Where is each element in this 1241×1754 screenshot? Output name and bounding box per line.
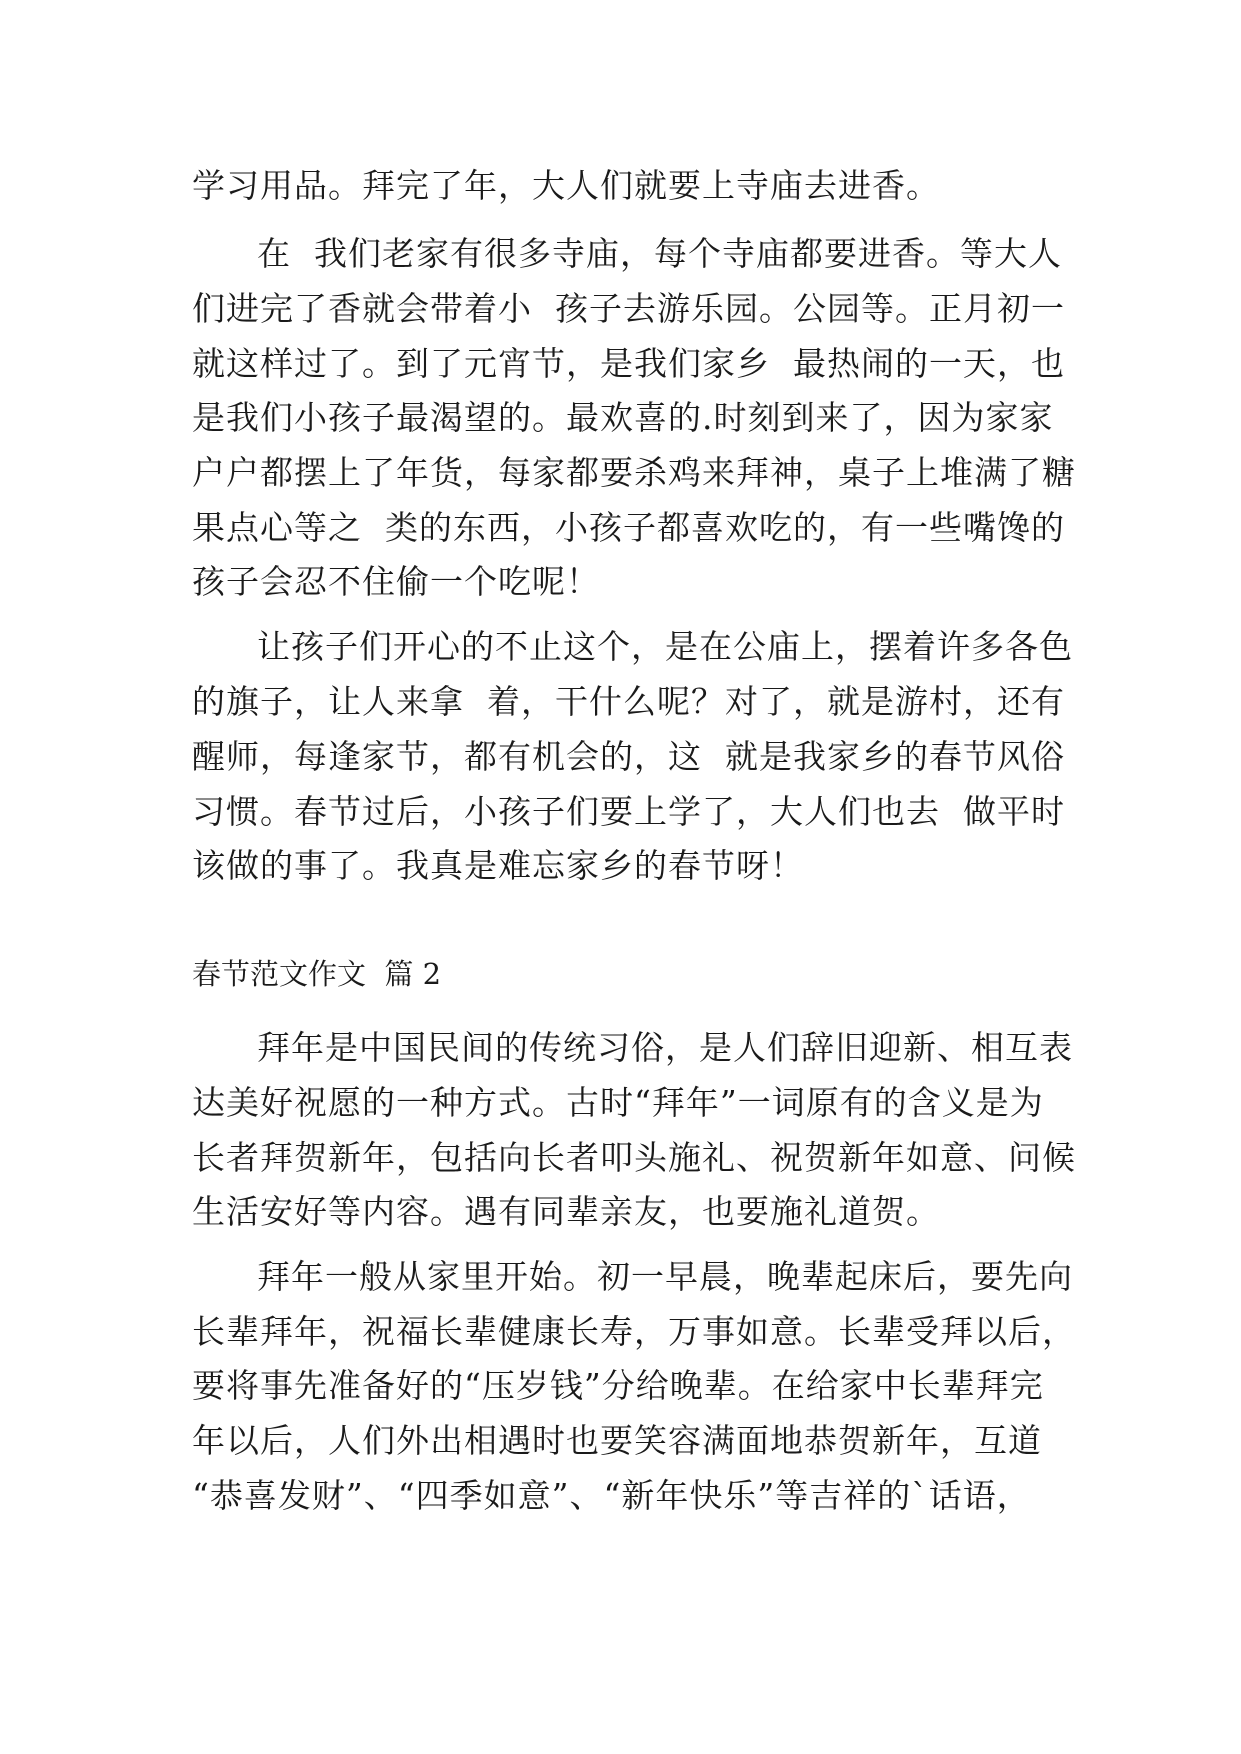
paragraph-line: 长辈拜年，祝福长辈健康长寿，万事如意。长辈受拜以后， bbox=[192, 1312, 1076, 1351]
paragraph-line: 年以后，人们外出相遇时也要笑容满面地恭贺新年，互道 bbox=[192, 1421, 1042, 1460]
paragraph-line: 学习用品。拜完了年，大人们就要上寺庙去进香。 bbox=[192, 166, 940, 205]
paragraph-line: 拜年是中国民间的传统习俗，是人们辞旧迎新、相互表 bbox=[257, 1028, 1073, 1067]
paragraph-line: 是我们小孩子最渴望的。最欢喜的.时刻到来了，因为家家 bbox=[192, 398, 1054, 437]
paragraph-line: 达美好祝愿的一种方式。古时“拜年”一词原有的含义是为 bbox=[192, 1083, 1044, 1122]
paragraph-line: 们进完了香就会带着小 孩子去游乐园。公园等。正月初一 bbox=[192, 289, 1065, 328]
paragraph-line: 醒师，每逢家节，都有机会的，这 就是我家乡的春节风俗 bbox=[192, 737, 1065, 776]
paragraph-line: 孩子会忍不住偷一个吃呢！ bbox=[192, 562, 600, 601]
paragraph-line: 果点心等之 类的东西，小孩子都喜欢吃的，有一些嘴馋的 bbox=[192, 508, 1065, 547]
section-heading: 春节范文作文 篇 2 bbox=[192, 957, 442, 991]
paragraph-line: 在 我们老家有很多寺庙，每个寺庙都要进香。等大人 bbox=[257, 234, 1062, 273]
paragraph-line: 要将事先准备好的“压岁钱”分给晚辈。在给家中长辈拜完 bbox=[192, 1366, 1044, 1405]
paragraph-line: “恭喜发财”、“四季如意”、“新年快乐”等吉祥的`话语， bbox=[192, 1476, 1031, 1515]
paragraph-line: 让孩子们开心的不止这个，是在公庙上，摆着许多各色 bbox=[257, 627, 1073, 666]
paragraph-line: 长者拜贺新年，包括向长者叩头施礼、祝贺新年如意、问候 bbox=[192, 1138, 1076, 1177]
paragraph-line: 就这样过了。到了元宵节，是我们家乡 最热闹的一天，也 bbox=[192, 344, 1065, 383]
paragraph-line: 的旗子，让人来拿 着，干什么呢？对了，就是游村，还有 bbox=[192, 682, 1065, 721]
paragraph-line: 该做的事了。我真是难忘家乡的春节呀！ bbox=[192, 846, 804, 885]
paragraph-line: 户户都摆上了年货，每家都要杀鸡来拜神，桌子上堆满了糖 bbox=[192, 453, 1076, 492]
paragraph-line: 习惯。春节过后，小孩子们要上学了，大人们也去 做平时 bbox=[192, 792, 1065, 831]
paragraph-line: 生活安好等内容。遇有同辈亲友，也要施礼道贺。 bbox=[192, 1192, 940, 1231]
paragraph-line: 拜年一般从家里开始。初一早晨，晚辈起床后，要先向 bbox=[257, 1257, 1073, 1296]
